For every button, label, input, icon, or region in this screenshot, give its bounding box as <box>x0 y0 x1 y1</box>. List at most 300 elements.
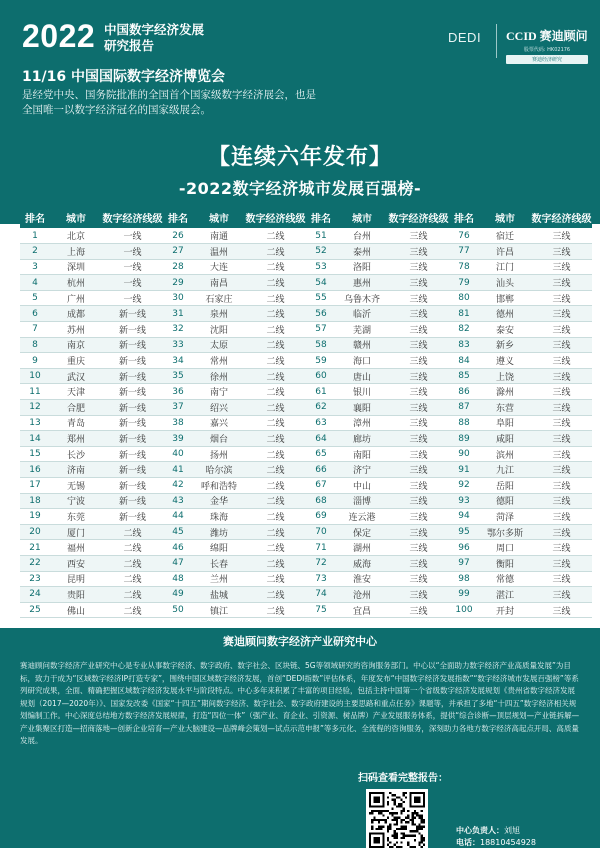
column-header: 城市 <box>50 206 102 228</box>
rank-cell: 42 <box>163 478 193 494</box>
city-cell: 上饶 <box>479 368 531 384</box>
rank-cell: 29 <box>163 275 193 291</box>
tier-cell: 三线 <box>531 431 592 447</box>
rank-cell: 86 <box>449 384 479 400</box>
city-cell: 广州 <box>50 290 102 306</box>
rank-cell: 62 <box>306 400 336 416</box>
tier-cell: 三线 <box>531 462 592 478</box>
qr-code-graphic <box>369 792 425 848</box>
city-cell: 湛江 <box>479 587 531 603</box>
rank-cell: 30 <box>163 290 193 306</box>
contact-email-value[interactable]: liuxu@ccidconsulting.com <box>480 850 585 859</box>
city-cell: 新乡 <box>479 337 531 353</box>
tier-cell: 一线 <box>102 275 163 291</box>
city-cell: 湖州 <box>336 540 388 556</box>
city-cell: 沈阳 <box>193 322 245 338</box>
city-cell: 汕头 <box>479 275 531 291</box>
table-row <box>20 602 592 618</box>
city-cell: 东莞 <box>50 509 102 525</box>
header-banner <box>0 0 600 224</box>
rank-cell: 56 <box>306 306 336 322</box>
city-cell: 大连 <box>193 259 245 275</box>
logo-divider <box>496 24 497 58</box>
tier-cell: 三线 <box>531 587 592 603</box>
city-cell: 常德 <box>479 571 531 587</box>
rank-cell: 39 <box>163 431 193 447</box>
tier-cell: 三线 <box>388 509 449 525</box>
contact-phone-label: 电话： <box>456 838 480 847</box>
city-cell: 德州 <box>479 306 531 322</box>
rank-cell: 69 <box>306 509 336 525</box>
tier-cell: 二线 <box>245 384 306 400</box>
rank-cell: 81 <box>449 306 479 322</box>
tier-cell: 二线 <box>102 587 163 603</box>
table-row <box>20 509 592 525</box>
rank-cell: 79 <box>449 275 479 291</box>
tier-cell: 三线 <box>388 446 449 462</box>
table-row <box>20 462 592 478</box>
rank-cell: 63 <box>306 415 336 431</box>
expo-description: 是经党中央、国务院批准的全国首个国家级数字经济展会，也是全国唯一以数字经济冠名的国家级展会。 <box>22 89 316 116</box>
tier-cell: 新一线 <box>102 353 163 369</box>
city-cell: 徐州 <box>193 368 245 384</box>
rank-cell: 85 <box>449 368 479 384</box>
rank-cell: 9 <box>20 353 50 369</box>
city-cell: 嘉兴 <box>193 415 245 431</box>
tier-cell: 新一线 <box>102 400 163 416</box>
rank-cell: 33 <box>163 337 193 353</box>
rank-cell: 19 <box>20 509 50 525</box>
city-cell: 南通 <box>193 228 245 244</box>
table-row <box>20 400 592 416</box>
rank-cell: 10 <box>20 368 50 384</box>
tier-cell: 二线 <box>102 571 163 587</box>
rank-cell: 45 <box>163 524 193 540</box>
tier-cell: 三线 <box>531 602 592 618</box>
city-cell: 北京 <box>50 228 102 244</box>
city-cell: 西安 <box>50 555 102 571</box>
table-row <box>20 524 592 540</box>
contact-phone <box>456 837 584 849</box>
rank-cell: 65 <box>306 446 336 462</box>
rank-cell: 16 <box>20 462 50 478</box>
tier-cell: 三线 <box>388 353 449 369</box>
tier-cell: 新一线 <box>102 337 163 353</box>
city-ranking-table <box>20 206 592 618</box>
tier-cell: 二线 <box>245 602 306 618</box>
column-header: 城市 <box>193 206 245 228</box>
city-cell: 武汉 <box>50 368 102 384</box>
table-row <box>20 571 592 587</box>
rank-cell: 87 <box>449 400 479 416</box>
column-header: 数字经济线级 <box>102 206 163 228</box>
rank-cell: 59 <box>306 353 336 369</box>
tier-cell: 三线 <box>388 540 449 556</box>
tier-cell: 三线 <box>531 478 592 494</box>
tier-cell: 二线 <box>245 259 306 275</box>
tier-cell: 三线 <box>531 446 592 462</box>
tier-cell: 三线 <box>531 322 592 338</box>
city-cell: 杭州 <box>50 275 102 291</box>
city-cell: 江门 <box>479 259 531 275</box>
rank-cell: 50 <box>163 602 193 618</box>
rank-cell: 82 <box>449 322 479 338</box>
city-cell: 常州 <box>193 353 245 369</box>
tier-cell: 新一线 <box>102 446 163 462</box>
city-cell: 泰州 <box>336 244 388 260</box>
tier-cell: 三线 <box>388 259 449 275</box>
tier-cell: 三线 <box>531 244 592 260</box>
city-cell: 衡阳 <box>479 555 531 571</box>
city-cell: 深圳 <box>50 259 102 275</box>
tier-cell: 三线 <box>531 555 592 571</box>
rank-cell: 22 <box>20 555 50 571</box>
city-cell: 咸阳 <box>479 431 531 447</box>
rank-cell: 12 <box>20 400 50 416</box>
tier-cell: 三线 <box>388 275 449 291</box>
city-cell: 盐城 <box>193 587 245 603</box>
table-row <box>20 587 592 603</box>
rank-cell: 61 <box>306 384 336 400</box>
city-cell: 烟台 <box>193 431 245 447</box>
city-cell: 太原 <box>193 337 245 353</box>
tier-cell: 三线 <box>388 571 449 587</box>
rank-cell: 55 <box>306 290 336 306</box>
city-cell: 泉州 <box>193 306 245 322</box>
table-row <box>20 306 592 322</box>
tier-cell: 二线 <box>245 524 306 540</box>
city-cell: 潍坊 <box>193 524 245 540</box>
tier-cell: 三线 <box>531 259 592 275</box>
rank-cell: 70 <box>306 524 336 540</box>
tier-cell: 二线 <box>245 306 306 322</box>
rank-cell: 46 <box>163 540 193 556</box>
tier-cell: 三线 <box>388 478 449 494</box>
contact-person <box>456 825 584 837</box>
ccid-tagline: 赛迪经济研究 <box>506 55 588 64</box>
tier-cell: 三线 <box>531 306 592 322</box>
rank-cell: 67 <box>306 478 336 494</box>
rank-cell: 8 <box>20 337 50 353</box>
rank-cell: 15 <box>20 446 50 462</box>
city-cell: 宁波 <box>50 493 102 509</box>
tier-cell: 新一线 <box>102 509 163 525</box>
contact-email-label: 邮箱： <box>456 850 480 859</box>
city-cell: 长春 <box>193 555 245 571</box>
rank-cell: 92 <box>449 478 479 494</box>
column-header: 数字经济线级 <box>245 206 306 228</box>
rank-cell: 13 <box>20 415 50 431</box>
tier-cell: 二线 <box>245 322 306 338</box>
tier-cell: 三线 <box>388 244 449 260</box>
table-row <box>20 290 592 306</box>
rank-cell: 27 <box>163 244 193 260</box>
city-cell: 济南 <box>50 462 102 478</box>
city-cell: 厦门 <box>50 524 102 540</box>
city-cell: 南宁 <box>193 384 245 400</box>
rank-cell: 17 <box>20 478 50 494</box>
city-cell: 青岛 <box>50 415 102 431</box>
tier-cell: 二线 <box>102 524 163 540</box>
city-cell: 廊坊 <box>336 431 388 447</box>
rank-cell: 24 <box>20 587 50 603</box>
city-cell: 佛山 <box>50 602 102 618</box>
table-row <box>20 415 592 431</box>
report-subtitle-line2: 研究报告 <box>104 38 155 53</box>
tier-cell: 三线 <box>388 493 449 509</box>
rank-cell: 66 <box>306 462 336 478</box>
rank-cell: 32 <box>163 322 193 338</box>
ccid-stock-code: 股票代码: HK02176 <box>523 47 571 53</box>
city-cell: 台州 <box>336 228 388 244</box>
table-row <box>20 540 592 556</box>
tier-cell: 二线 <box>245 540 306 556</box>
tier-cell: 三线 <box>388 368 449 384</box>
rank-cell: 5 <box>20 290 50 306</box>
table-body <box>20 228 592 618</box>
rank-cell: 28 <box>163 259 193 275</box>
headline: 【连续六年发布】 <box>207 145 392 170</box>
city-cell: 温州 <box>193 244 245 260</box>
rank-cell: 23 <box>20 571 50 587</box>
rank-cell: 57 <box>306 322 336 338</box>
city-cell: 漳州 <box>336 415 388 431</box>
city-cell: 淮安 <box>336 571 388 587</box>
tier-cell: 二线 <box>245 337 306 353</box>
city-cell: 绵阳 <box>193 540 245 556</box>
tier-cell: 二线 <box>245 509 306 525</box>
scan-label: 扫码查看完整报告： <box>358 773 448 784</box>
tier-cell: 三线 <box>531 275 592 291</box>
city-cell: 金华 <box>193 493 245 509</box>
city-cell: 襄阳 <box>336 400 388 416</box>
tier-cell: 二线 <box>245 431 306 447</box>
city-cell: 贵阳 <box>50 587 102 603</box>
city-cell: 阜阳 <box>479 415 531 431</box>
rank-cell: 2 <box>20 244 50 260</box>
rank-cell: 14 <box>20 431 50 447</box>
rank-cell: 43 <box>163 493 193 509</box>
city-cell: 海口 <box>336 353 388 369</box>
rank-cell: 83 <box>449 337 479 353</box>
city-cell: 遵义 <box>479 353 531 369</box>
contact-email <box>456 849 584 861</box>
expo-title: 11/16 中国国际数字经济博览会 <box>22 69 225 85</box>
qr-code-icon[interactable] <box>366 789 428 851</box>
rank-cell: 37 <box>163 400 193 416</box>
tier-cell: 三线 <box>531 400 592 416</box>
rank-cell: 38 <box>163 415 193 431</box>
city-cell: 昆明 <box>50 571 102 587</box>
tier-cell: 三线 <box>388 462 449 478</box>
tier-cell: 三线 <box>388 306 449 322</box>
table-row <box>20 259 592 275</box>
city-cell: 宜昌 <box>336 602 388 618</box>
city-cell: 德阳 <box>479 493 531 509</box>
rank-cell: 84 <box>449 353 479 369</box>
city-cell: 泰安 <box>479 322 531 338</box>
rank-cell: 60 <box>306 368 336 384</box>
tier-cell: 新一线 <box>102 415 163 431</box>
tier-cell: 二线 <box>245 290 306 306</box>
tier-cell: 三线 <box>531 524 592 540</box>
tier-cell: 三线 <box>531 571 592 587</box>
rank-cell: 11 <box>20 384 50 400</box>
report-subtitle-line1: 中国数字经济发展 <box>104 22 205 37</box>
tier-cell: 三线 <box>531 493 592 509</box>
rank-cell: 48 <box>163 571 193 587</box>
tier-cell: 三线 <box>388 228 449 244</box>
contact-person-label: 中心负责人： <box>456 826 504 835</box>
city-cell: 苏州 <box>50 322 102 338</box>
tier-cell: 三线 <box>388 415 449 431</box>
city-cell: 菏泽 <box>479 509 531 525</box>
ccid-logo <box>506 27 588 64</box>
city-cell: 邯郸 <box>479 290 531 306</box>
tier-cell: 三线 <box>388 587 449 603</box>
rank-cell: 72 <box>306 555 336 571</box>
tier-cell: 三线 <box>531 415 592 431</box>
center-intro-text: 赛迪顾问数字经济产业研究中心是专业从事数字经济、数字政府、数字社会、区块链、5G等领域研究的咨询服务部门。中心以“全面助力数字经济产业高质量发展”为目标，致力于成为“区域数字经济IP打造专家”，围绕中国区域数字经济发展，首创“DEDI指数”评估体系，年度发布“中国数字经济发展指数”“数字经济城市发展百强榜”等系列研究成果，全面、精确把握区域数字经济发展水平与阶段特点。中心多年来积累了丰富的项目经验，包括主持中国第一个省级数字经济发展规划《贵州省数字经济发展规划（2017—2020年）》、国家发改委《国家“十四五”期间数字经济、数字社会、数字政府建设的主要思路和重点任务》课题等，并承担了多地“十四五”数字经济相关规划编制工作。中心深度总结地方数字经济发展规律，打造“四位一体”（强产业、育企业、引资源、树品牌）产业发展服务体系，提供“综合诊断—顶层规划—产业链拆解—产业集聚区打造—招商落地—创新企业培育—产业大脑建设—品牌峰会策划—试点示范申报”等多元化、全流程的咨询服务，深刻助力各地方数字经济高起点开局、高质量发展。 <box>20 661 580 745</box>
table-row <box>20 337 592 353</box>
tier-cell: 三线 <box>388 337 449 353</box>
rank-cell: 7 <box>20 322 50 338</box>
city-cell: 重庆 <box>50 353 102 369</box>
tier-cell: 三线 <box>531 509 592 525</box>
tier-cell: 新一线 <box>102 478 163 494</box>
city-cell: 连云港 <box>336 509 388 525</box>
rank-cell: 71 <box>306 540 336 556</box>
city-cell: 珠海 <box>193 509 245 525</box>
tier-cell: 新一线 <box>102 493 163 509</box>
city-cell: 鄂尔多斯 <box>479 524 531 540</box>
rank-cell: 52 <box>306 244 336 260</box>
tier-cell: 三线 <box>388 524 449 540</box>
rank-cell: 34 <box>163 353 193 369</box>
city-cell: 开封 <box>479 602 531 618</box>
rank-cell: 40 <box>163 446 193 462</box>
rank-cell: 95 <box>449 524 479 540</box>
table-row <box>20 353 592 369</box>
ranking-title: -2022数字经济城市发展百强榜- <box>178 179 422 198</box>
tier-cell: 新一线 <box>102 306 163 322</box>
city-cell: 福州 <box>50 540 102 556</box>
city-cell: 扬州 <box>193 446 245 462</box>
rank-cell: 89 <box>449 431 479 447</box>
rank-cell: 91 <box>449 462 479 478</box>
column-header: 城市 <box>479 206 531 228</box>
column-header: 排名 <box>306 206 336 228</box>
city-cell: 赣州 <box>336 337 388 353</box>
city-cell: 济宁 <box>336 462 388 478</box>
contact-phone-value: 18810454928 <box>480 838 536 847</box>
tier-cell: 二线 <box>245 462 306 478</box>
rank-cell: 53 <box>306 259 336 275</box>
tier-cell: 一线 <box>102 290 163 306</box>
rank-cell: 20 <box>20 524 50 540</box>
rank-cell: 75 <box>306 602 336 618</box>
city-cell: 惠州 <box>336 275 388 291</box>
table-row <box>20 244 592 260</box>
tier-cell: 一线 <box>102 228 163 244</box>
rank-cell: 93 <box>449 493 479 509</box>
city-cell: 哈尔滨 <box>193 462 245 478</box>
rank-cell: 74 <box>306 587 336 603</box>
city-cell: 乌鲁木齐 <box>336 290 388 306</box>
tier-cell: 二线 <box>102 555 163 571</box>
center-intro-panel <box>0 656 600 859</box>
city-cell: 沧州 <box>336 587 388 603</box>
tier-cell: 新一线 <box>102 322 163 338</box>
city-cell: 镇江 <box>193 602 245 618</box>
column-header: 数字经济线级 <box>388 206 449 228</box>
table-row <box>20 478 592 494</box>
city-cell: 岳阳 <box>479 478 531 494</box>
rank-cell: 94 <box>449 509 479 525</box>
rank-cell: 44 <box>163 509 193 525</box>
city-cell: 合肥 <box>50 400 102 416</box>
rank-cell: 4 <box>20 275 50 291</box>
report-year: 2022 <box>22 18 96 54</box>
rank-cell: 88 <box>449 415 479 431</box>
tier-cell: 二线 <box>245 571 306 587</box>
rank-cell: 58 <box>306 337 336 353</box>
rank-cell: 21 <box>20 540 50 556</box>
table-row <box>20 446 592 462</box>
city-cell: 石家庄 <box>193 290 245 306</box>
tier-cell: 二线 <box>245 415 306 431</box>
city-cell: 东营 <box>479 400 531 416</box>
tier-cell: 二线 <box>245 275 306 291</box>
table-row <box>20 555 592 571</box>
table-header-row <box>20 206 592 228</box>
column-header: 排名 <box>163 206 193 228</box>
tier-cell: 二线 <box>245 446 306 462</box>
tier-cell: 二线 <box>245 493 306 509</box>
tier-cell: 三线 <box>388 322 449 338</box>
rank-cell: 64 <box>306 431 336 447</box>
rank-cell: 78 <box>449 259 479 275</box>
rank-cell: 77 <box>449 244 479 260</box>
tier-cell: 三线 <box>531 353 592 369</box>
tier-cell: 三线 <box>531 540 592 556</box>
center-title: 赛迪顾问数字经济产业研究中心 <box>0 628 600 656</box>
rank-cell: 99 <box>449 587 479 603</box>
tier-cell: 二线 <box>245 228 306 244</box>
tier-cell: 三线 <box>531 368 592 384</box>
tier-cell: 新一线 <box>102 368 163 384</box>
tier-cell: 二线 <box>245 353 306 369</box>
city-cell: 南京 <box>50 337 102 353</box>
city-cell: 宿迁 <box>479 228 531 244</box>
tier-cell: 新一线 <box>102 431 163 447</box>
city-cell: 九江 <box>479 462 531 478</box>
city-cell: 周口 <box>479 540 531 556</box>
tier-cell: 二线 <box>102 540 163 556</box>
tier-cell: 三线 <box>531 337 592 353</box>
rank-cell: 80 <box>449 290 479 306</box>
column-header: 排名 <box>449 206 479 228</box>
city-cell: 银川 <box>336 384 388 400</box>
city-cell: 滨州 <box>479 446 531 462</box>
city-cell: 淄博 <box>336 493 388 509</box>
tier-cell: 二线 <box>245 244 306 260</box>
rank-cell: 54 <box>306 275 336 291</box>
rank-cell: 51 <box>306 228 336 244</box>
tier-cell: 三线 <box>388 431 449 447</box>
rank-cell: 90 <box>449 446 479 462</box>
rank-cell: 47 <box>163 555 193 571</box>
